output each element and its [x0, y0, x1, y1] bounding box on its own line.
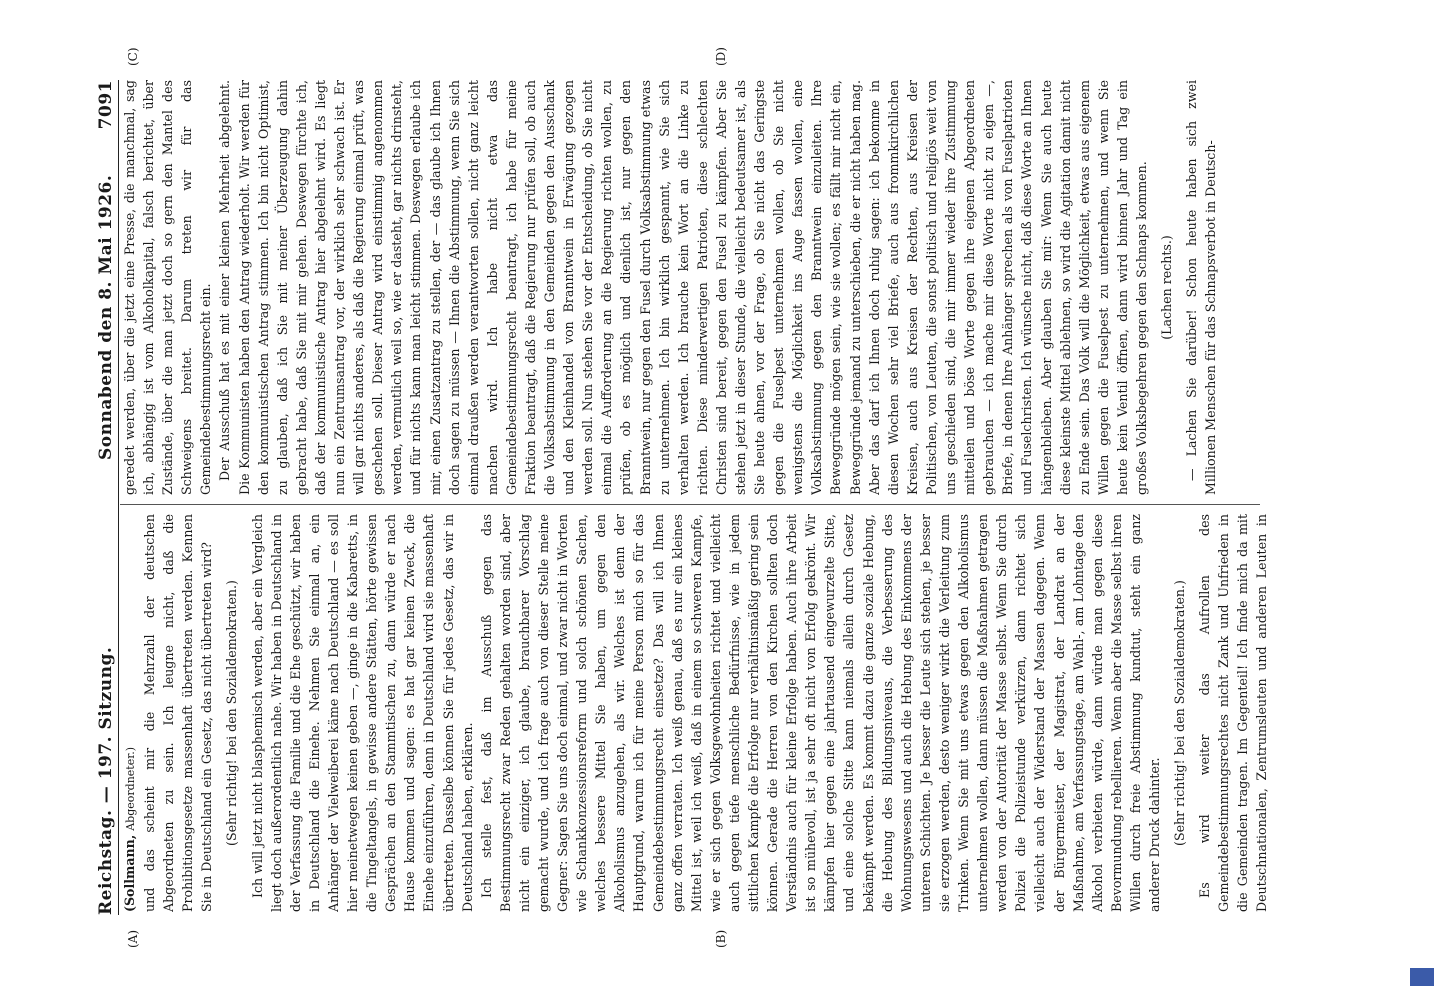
speaker-role: Abgeordneter.) [124, 746, 137, 831]
interjection: (Sehr richtig! bei den Sozialdemokraten.) [1172, 580, 1188, 846]
margin-marker-d: (D) [714, 47, 728, 66]
interjection: (Lachen rechts.) [1159, 235, 1175, 340]
paragraph: Der Ausschuß hat es mit einer kleinen Mehrheit abgelehnt. Die Kommunisten haben den Antrag wiederholt. Wir werden für den kommunistischen Antrag stimmen. Ich bin nicht Optimist, zu glauben, daß ich Sie mit meiner Überzeugung dahin gebracht habe, daß Sie mit mir gehen. Deswegen fürchte ich, daß der kommunistische Antrag hier abgelehnt wird. Es liegt nun ein Zentrumsantrag vor, der wirklich sehr schwach ist. Er will gar nichts anderes, als daß die Regierung einmal prüft, was geschehen soll. Dieser Antrag wird einstimmig angenommen werden, vermutlich weil so, wie er dasteht, gar nichts drinsteht, und für nichts kann man leicht stimmen. Deswegen erlaube ich mir, einen Zusatzantrag zu stellen, der — das glaube ich Ihnen doch sagen zu müssen — Ihnen die Abstimmung, wenn Sie sich einmal draußen werden verantworten sollen, nicht ganz leicht machen wird. Ich habe nicht etwa das Gemeindebestimmungsrecht beantragt, ich habe für meine Fraktion beantragt, daß die Regierung nur prüfen soll, ob auch die Volksabstimmung in den Gemeinden gegen den Ausschank und den Kleinhandel von Branntwein in Erwägung gezogen werden soll. Nun stehen Sie vor der Entscheidung, ob Sie nicht einmal die Aufforderung an die Regierung richten wollen, zu prüfen, ob es möglich und dienlich ist, nur gegen den Branntwein, nur gegen den Fusel durch Volksabstimmung etwas zu unternehmen. Ich bin wirklich gespannt, wie Sie sich verhalten werden. Ich brauche kein Wort an die Linke zu richten. Diese minderwertigen Patrioten, diese schlechten Christen sind bereit, gegen den Fusel zu kämpfen. Aber Sie stehen jetzt in dieser Stunde, die vielleicht bedeutsamer ist, als Sie heute ahnen, vor der Frage, ob Sie nicht das Geringste gegen die Fuselpest unternehmen wollen, ob Sie nicht wenigstens die Möglichkeit ins Auge fassen wollen, eine Volksabstimmung gegen den Branntwein einzuleiten. Ihre Beweggründe mögen sein, wie sie wollen; es fällt mir nicht ein, Beweggründe jemand zu unterschieben, die er nicht haben mag. Aber das darf ich Ihnen doch ruhig sagen: ich bekomme in diesen Wochen sehr viel Briefe, auch aus frommkirchlichen Kreisen, auch aus Kreisen der Rechten, aus Kreisen der Politischen, von Leuten, die sonst politisch und religiös weit von uns geschieden sind, die mir immer wieder ihre Zustimmung mitteilen und böse Worte gegen ihre eigenen Abgeordneten gebrauchen — ich mache mir diese Worte nicht zu eigen —, Briefe, in denen Ihre Anhänger sprechen als von Fuselpatrioten und Fuselchristen. Ich wünsche nicht, daß diese Worte an Ihnen hängenbleiben. Aber glauben Sie mir: Wenn Sie auch heute diese kleinste Mittel ablehnen, so wird die Agitation damit nicht zu Ende sein. Das Volk will die Möglichkeit, etwas aus eigenem Willen gegen die Fuselpest zu unternehmen, und wenn Sie heute kein Ventil öffnen, dann wird binnen Jahr und Tag ein großes Volksbegehren gegen den Schnaps kommen. [217, 80, 1149, 495]
digitization-note [1416, 10, 1434, 990]
left-column [120, 514, 1270, 912]
paragraph: geredet werden, über die jetzt eine Presse, die manchmal, sag ich, abhängig ist vom Alkoholkapital, falsch berichtet, über Zustände, über die man jetzt doch so gern den Mantel des Schweigens breitet. Darum treten wir für das Gemeindebestimmungsrecht ein. [122, 80, 214, 495]
speaker-name: (Sollmann, [122, 834, 137, 912]
header-date: Sonnabend den 8. Mai 1926. [96, 174, 116, 460]
paragraph: und das scheint mir die Mehrzahl der deutschen Abgeordneten zu sein. Ich leugne nicht, daß die Prohibitionsgesetze massenhaft übertreten werden. Kennen Sie in Deutschland ein Gesetz, das nicht übertreten wird? [142, 514, 215, 912]
right-column [120, 80, 1270, 495]
margin-marker-b: (B) [714, 929, 728, 948]
column-divider [120, 504, 1260, 505]
paragraph: Ich stelle fest, daß im Ausschuß gegen das Bestimmungsrecht zwar Reden gehalten worden sind, aber nicht ein einziger, ich glaube, brauchbarer Vorschlag gemacht wurde, und ich frage auch von dieser Stelle meine Gegner: Sagen Sie uns doch einmal, und zwar nicht in Worten wie Schankkonzessionsreform und solch schönen Sachen, welches bessere Mittel Sie haben, um gegen den Alkoholismus anzugehen, als wir. Welches ist denn der Hauptgrund, warum ich für meine Person mich so für das Gemeindebestimmungsrecht einsetze? Das will ich Ihnen ganz offen verraten. Ich weiß genau, daß es nur ein kleines Mittel ist, weil ich weiß, daß in einem so schweren Kampfe, wie er sich gegen Volksgewohnheiten richtet und vielleicht auch gegen tiefe menschliche Bedürfnisse, wie in jedem sittlichen Kampfe die Erfolge nur verhältnismäßig gering sein können. Gerade die Herren von den Kirchen sollten doch Verständnis auch für kleine Erfolge haben. Auch ihre Arbeit ist so mühevoll, ist ja sehr oft nicht von Erfolg gekrönt. Wir kämpfen hier gegen eine jahrtausend eingewurzelte Sitte, und eine solche Sitte kann niemals allein durch Gesetz bekämpft werden. Es kommt dazu die ganze soziale Hebung, die Hebung des Bildungsniveaus, die Verbesserung des Wohnungswesens und auch die Hebung des Einkommens der unteren Schichten. Je besser die Leute sich stehen, je besser sie erzogen werden, desto weniger wirkt die Verleitung zum Trinken. Wenn Sie mit uns etwas gegen den Alkoholismus unternehmen wollen, dann müssen die Maßnahmen getragen werden von der Autorität der Masse selbst. Wenn Sie durch Polizei die Polizeistunde verkürzen, dann richtet sich vielleicht auch der Widerstand der Massen dagegen. Wenn der Bürgermeister, der Magistrat, der Landrat an der Maßnahme, am Verfassungstage, am Wahl-, am Lohntage den Alkohol verbieten würde, dann würde man gegen diese Bevormundung rebellieren. Wenn aber die Masse selbst ihren Willen durch freie Abstimmung kundtut, steht ein ganz anderer Druck dahinter. [478, 514, 1162, 912]
paragraph: Ich will jetzt nicht blasphemisch werden, aber ein Vergleich liegt doch außerordentlich nahe. Wir haben in Deutschland in der Verfassung die Familie und die Ehe geschützt, wir haben in Deutschland die Einehe. Nehmen Sie einmal an, ein Anhänger der Vielweiberei käme nach Deutschland — es soll hier meinetwegen keinen geben —, ginge in die Kabaretts, in die Tingeltangels, in gewisse andere Stätten, hörte gewissen Gesprächen an den Stammtischen zu, dann würde er nach Hause kommen und sagen: es hat gar keinen Zweck, die Einehe einzuführen, denn in Deutschland wird sie massenhaft übertreten. Dasselbe können Sie für jedes Gesetz, das wir in Deutschland haben, erklären. [249, 514, 475, 912]
margin-marker-a: (A) [126, 929, 140, 948]
margin-marker-c: (C) [126, 47, 140, 66]
page-number: 7091 [96, 80, 116, 130]
speaker-line [120, 514, 140, 912]
paragraph: — Lachen Sie darüber! Schon heute haben sich zwei Millionen Menschen für das Schnapsverbot in Deutsch- [1184, 80, 1219, 495]
paragraph: Es wird weiter das Aufrollen des Gemeindebestimmungsrechtes nicht Zank und Unfrieden in die Gemeinden tragen. Im Gegenteil! Ich finde mich da mit Deutschnationalen, Zentrumsleuten und anderen Leuten in [1197, 514, 1270, 912]
page-header [96, 80, 118, 915]
interjection: (Sehr richtig! bei den Sozialdemokraten.) [224, 580, 240, 846]
dfg-logo [1410, 968, 1434, 986]
header-session: Reichstag. — 197. Sitzung. [96, 646, 116, 915]
header-rule [118, 80, 119, 915]
